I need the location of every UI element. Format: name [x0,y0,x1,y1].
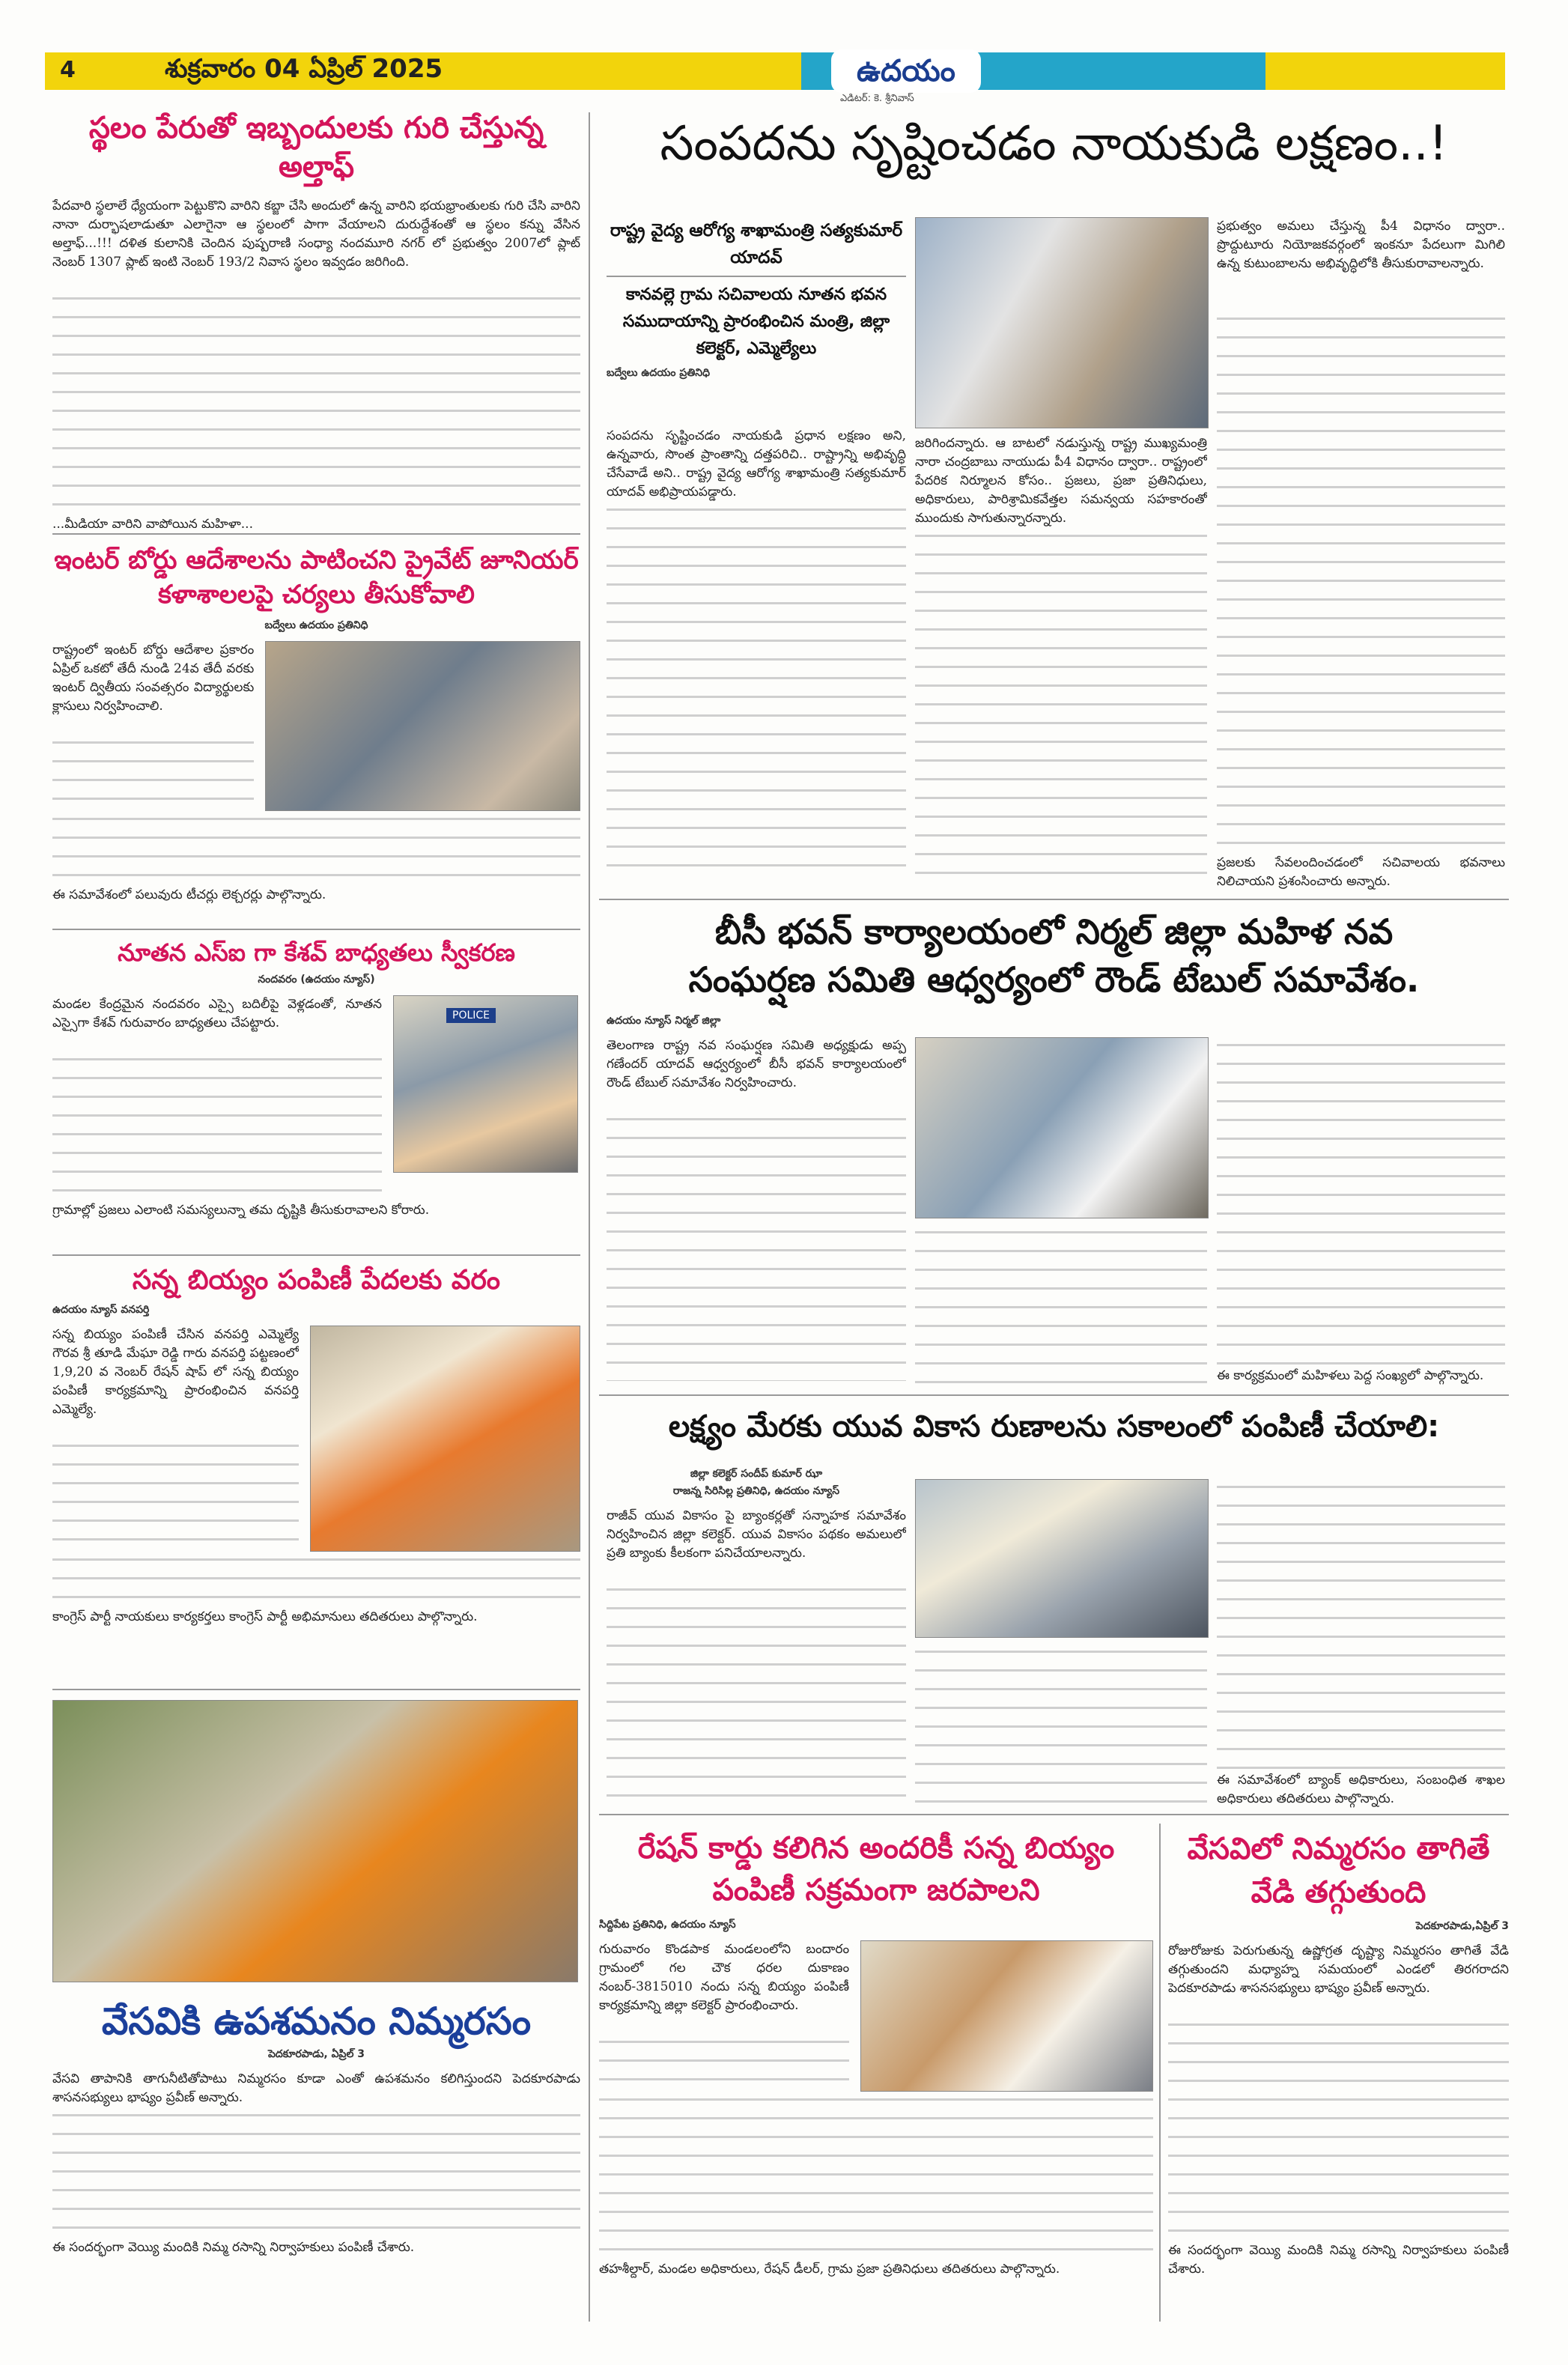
headline: సన్న బియ్యం పంపిణీ పేదలకు వరం [132,1265,501,1296]
yuva-col-2 [915,1644,1207,1805]
body-text-block [607,1111,906,1381]
article-yuva-vikasam [599,1404,1509,1464]
byline: రాజన్న సిరిసిల్ల ప్రతినిధి, ఉదయం న్యూస్ [672,1485,840,1497]
article-closing: ...మీడియా వారిని వాపోయిన మహిళా... [52,517,253,528]
body-text-block [52,2107,580,2238]
headline: సంపదను సృష్టించడం నాయకుడి లక్షణం..! [660,116,1448,171]
article-closing: ఈ సందర్భంగా వెయ్యి మందికి నిమ్మ రసాన్ని నిర్వాహకులు పంపిణీ చేశారు. [1168,2243,1509,2277]
divider [607,276,906,277]
headline: వేసవిలో నిమ్మరసం తాగితే వేడి తగ్గుతుంది [1187,1832,1490,1910]
article-lead: తెలంగాణ రాష్ట్ర నవ సంఘర్షణ సమితి అధ్యక్షుడు అప్ప గణేందర్ యాదవ్ ఆధ్వర్యంలో బీసీ భవన్ కార్యాలయంలో రౌండ్ టేబుల్ సమావేశం నిర్వహించారు. [607,1038,906,1090]
photo-press-meet [265,641,580,811]
body-text-block [915,528,1207,887]
body-text-block [915,1224,1207,1385]
photo-round-table [915,1037,1209,1218]
article-right: ప్రభుత్వం అమలు చేస్తున్న పీ4 విధానం ద్వారా.. ప్రొద్దుటూరు నియోజకవర్గంలో ఇంకనూ పేదలుగా మిగిలి ఉన్న కుటుంబాలను అభివృద్ధిలోకి తీసుకురావాలన్నారు. [1217,219,1505,271]
body-text-block [52,1051,382,1201]
body-text-block [915,1644,1207,1805]
wealth-col-1 [607,427,906,891]
headline: ఇంటర్ బోర్డు ఆదేశాలను పాటించని ప్రైవేట్ జూనియర్ కళాశాలలపై చర్యలు తీసుకోవాలి [54,545,579,610]
headline-line1: బీసీ భవన్ కార్యాలయంలో నిర్మల్ జిల్లా మహిళ నవ [714,911,1394,952]
headline: వేసవికి ఉపశమనం నిమ్మరసం [101,2000,532,2043]
article-closing: తహశీల్దార్, మండల అధికారులు, రేషన్ డీలర్, గ్రామ ప్రజా ప్రతినిధులు తదితరులు పాల్గొన్నారు. [599,2262,1060,2277]
byline: బద్వేలు ఉదయం ప్రతినిధి [264,619,368,631]
body-text-block [52,291,580,515]
headline: స్థలం పేరుతో ఇబ్బందులకు గురి చేస్తున్న అల్తాఫ్ [88,111,544,184]
photo-si-office [393,995,578,1173]
byline: ఉదయం న్యూస్ నిర్మల్ జిల్లా [607,1015,721,1027]
article-closing: ప్రజలకు సేవలందించడంలో సచివాలయ భవనాలు నిలిచాయని ప్రశంసించారు అన్నారు. [1217,855,1505,889]
yuva-col-1 [607,1468,906,1809]
article-middle: జరిగిందన్నారు. ఆ బాటలో నడుస్తున్న రాష్ట్ర ముఖ్యమంత్రి నారా చంద్రబాబు నాయుడు పీ4 విధానం ద్వారా.. రాష్ట్రంలో పేదరిక నిర్మూలన కోసం.. ప్రజలు, ప్రజా ప్రతినిధులు, అధికారులు, పారిశ్రామికవేత్తల సమన్వయ సహకారంతో ముందుకు సాగుతున్నారన్నారు. [915,436,1207,526]
article-closing: కాంగ్రెస్ పార్టీ నాయకులు కార్యకర్తలు కాంగ్రెస్ పార్టీ అభిమానులు తదితరులు పాల్గొన్నారు. [52,1609,478,1624]
photo-ration-shop [860,1940,1153,2092]
article-lead: వేసవి తాపానికి తాగునీటితోపాటు నిమ్మరసం కూడా ఎంతో ఉపశమనం కలిగిస్తుందని పెదకూరపాడు శాసనసభ్యులు భాష్యం ప్రవీణ్ అన్నారు. [52,2071,580,2105]
article-ration-card [599,1827,1153,2322]
divider [52,929,580,930]
article-lead: సంపదను సృష్టించడం నాయకుడి ప్రధాన లక్షణం అని, ఉన్నవారు, సొంత ప్రాంతాన్ని దత్తపరిచి.. రాష్ట్రాన్ని అభివృద్ధి చేసేవాడే అని.. రాష్ట్ర వైద్య ఆరోగ్య శాఖామంత్రి సత్యకుమార్ యాదవ్ అభిప్రాయపడ్డారు. [607,428,906,500]
subhead-inauguration: కానవల్లె గ్రామ సచివాలయ నూతన భవన సముదాయాన్ని ప్రారంభించిన మంత్రి, జిల్లా కలెక్టర్, ఎమ్మెల్యేలు [622,285,890,358]
body-text-block [1217,1037,1505,1367]
bc-col-3 [1217,1037,1505,1389]
article-closing: ఈ సమావేశంలో బ్యాంక్ అధికారులు, సంబంధిత శాఖల అధికారులు తదితరులు పాల్గొన్నారు. [1217,1773,1505,1806]
byline: పెదకూరపాడు, ఏప్రిల్ 3 [267,2048,365,2060]
photo-buttermilk-camp [52,1700,578,1982]
article-lead: పేదవారి స్థలాలే ధ్యేయంగా పెట్టుకొని వారిని కబ్జా చేసి అందులో ఉన్న వారిని భయభ్రాంతులకు గురి చేసి వారిని నానా దుర్భాషలాడుతూ ఎలాగైనా ఆ స్థలంలో పాగా వేయాలని దురుద్దేశంతో ఆ స్థలం కన్ను వేసిన అల్తాఫ్...!!! దళిత కులానికి చెందిన పుష్పరాణి సంధ్యా నందమూరి నగర్ లో ప్రభుత్వం 2007లో ప్లాట్ నెంబర్ 1307 ప్లాట్ ఇంటి నెంబర్ 193/2 నివాస స్థలం ఇవ్వడం జరిగింది. [52,198,580,270]
article-keshav-si [52,936,580,1251]
photo-minister-speech [915,217,1209,428]
article-closing: ఈ సమావేశంలో పలువురు టీచర్లు లెక్చరర్లు పాల్గొన్నారు. [52,887,326,902]
wealth-subheads [607,217,906,419]
article-lead: రోజురోజుకు పెరుగుతున్న ఉష్ణోగ్రత దృష్ట్యా నిమ్మరసం తాగితే వేడి తగ్గుతుందని మధ్యాహ్న సమయంలో ఎండలో తిరగరాదని పెదకూరపాడు శాసనసభ్యులు భాష్యం ప్రవీణ్ అన్నారు. [1168,1943,1509,1996]
column-divider [589,112,590,2322]
divider [599,1814,1509,1815]
body-text-block [607,502,906,876]
divider [52,533,580,535]
article-closing: ఈ కార్యక్రమంలో మహిళలు పెద్ద సంఖ్యలో పాల్గొన్నారు. [1217,1368,1484,1383]
article-lead: రాజీవ్ యువ వికాసం పై బ్యాంకర్లతో సన్నాహక సమావేశం నిర్వహించిన జిల్లా కలెక్టర్. యువ వికాసం పథకం అమలులో ప్రతి బ్యాంకు కీలకంగా పనిచేయాలన్నారు. [607,1508,906,1561]
article-lead: మండల కేంద్రమైన నందవరం ఎస్సై బదిలీపై వెళ్లడంతో, నూతన ఎస్సైగా కేశవ్ గురువారం బాధ్యతలు చేపట్టారు. [52,997,382,1030]
dateline: శుక్రవారం 04 ఏప్రిల్ 2025 [165,54,443,84]
column-divider [1159,1824,1161,2322]
wealth-col-3 [1217,217,1505,891]
article-lead: సన్న బియ్యం పంపిణీ చేసిన వనపర్తి ఎమ్మెల్యే గౌరవ శ్రీ తూడి మేఘా రెడ్డి గారు వనపర్తి పట్టణంలో 1,9,20 వ నెంబర్ రేషన్ షాప్ లో సన్న బియ్యం పంపిణీ కార్యక్రమాన్ని ప్రారంభించిన వనపర్తి ఎమ్మెల్యే. [52,1327,300,1417]
body-text-block [1168,2017,1509,2241]
photo-rice-ceremony [310,1326,580,1552]
byline: సిద్దిపేట ప్రతినిధి, ఉదయం న్యూస్ [599,1919,736,1931]
photo-bankers-meeting [915,1479,1209,1638]
article-closing: ఈ సందర్భంగా వెయ్యి మందికి నిమ్మ రసాన్ని నిర్వాహకులు పంపిణీ చేశారు. [52,2240,415,2255]
bc-col-1 [607,1015,906,1389]
article-nimma-rasam [1168,1827,1509,2322]
divider [599,1394,1509,1396]
page-number: 4 [60,57,76,83]
body-text-block [1217,1479,1505,1771]
article-lead: గురువారం కొండపాక మండలంలోని బందారం గ్రామంలో గల చౌక ధరల దుకాణం నంబర్-3815010 నందు సన్న బియ్యం పంపిణీ కార్యక్రమాన్ని జిల్లా కలెక్టర్ ప్రారంభించారు. [599,1942,850,2013]
bc-col-2 [915,1224,1207,1385]
divider [52,1254,580,1256]
body-text-block [599,2092,1153,2260]
headline: రేషన్ కార్డు కలిగిన అందరికీ సన్న బియ్యం పంపిణీ సక్రమంగా జరపాలని [637,1831,1115,1907]
divider [599,899,1509,900]
masthead-logo: ఉదయం [831,49,981,93]
article-rice-distribution [52,1262,580,1681]
article-summer-relief [52,1700,580,2322]
byline: పెదకూరపాడు,ఏప్రిల్ 3 [1415,1920,1509,1932]
body-text-block [599,2034,849,2090]
article-inter-board [52,543,580,925]
subhead-collector: జిల్లా కలెక్టర్ సందీప్ కుమార్ ఝా [690,1468,823,1480]
headline: నూతన ఎస్ఐ గా కేశవ్ బాధ్యతలు స్వీకరణ [118,938,515,967]
body-text-block [52,811,580,886]
headline: లక్ష్యం మేరకు యువ వికాస రుణాలను సకాలంలో పంపిణీ చేయాలి: [668,1409,1440,1444]
subhead-minister: రాష్ట్ర వైద్య ఆరోగ్య శాఖామంత్రి సత్యకుమార్ యాదవ్ [610,221,903,267]
article-lead: రాష్ట్రంలో ఇంటర్ బోర్డు ఆదేశాల ప్రకారం ఏప్రిల్ ఒకటో తేదీ నుండి 24వ తేదీ వరకు ఇంటర్ ద్వితీయ సంవత్సరం విద్యార్థులకు క్లాసులు నిర్వహించాలి. [52,643,255,714]
masthead-subtitle: ఎడిటర్: కె. శ్రీనివాస్ [840,93,914,104]
police-sign: POLICE [446,1008,496,1023]
article-closing: గ్రామాల్లో ప్రజలు ఎలాంటి సమస్యలున్నా తమ దృష్టికి తీసుకురావాలని కోరారు. [52,1203,430,1218]
wealth-col-2 [915,434,1207,891]
body-text-block [1217,311,1505,854]
divider [52,1689,580,1690]
article-althaf [52,109,580,528]
body-text-block [52,735,254,810]
byline: ఉదయం న్యూస్ వనపర్తి [52,1304,150,1316]
body-text-block [52,1438,299,1550]
byline: నందవరం (ఉదయం న్యూస్) [258,974,375,986]
byline: బద్వేలు ఉదయం ప్రతినిధి [607,367,710,379]
yuva-col-3 [1217,1479,1505,1809]
body-text-block [52,1552,580,1608]
body-text-block [607,1582,906,1799]
headline-line2: సంఘర్షణ సమితి ఆధ్వర్యంలో రౌండ్ టేబుల్ సమావేశం. [688,959,1420,1000]
